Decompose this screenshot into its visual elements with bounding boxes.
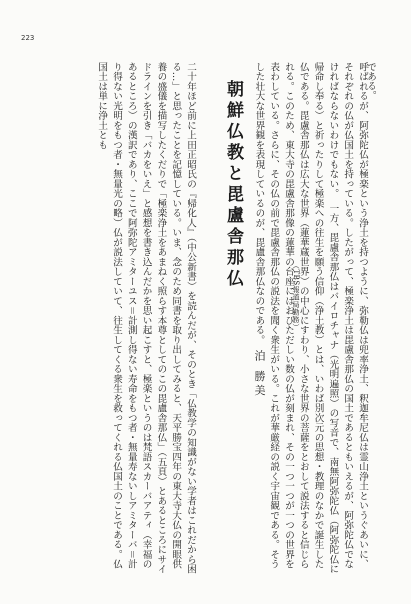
article-title: 朝鮮仏教と毘盧舎那仏: [223, 80, 243, 290]
paragraph-left: 二十年ほど前に上田正昭氏の『帰化人』（中公新書）を読んだが、そのとき「仏教学の知識がない学者はこれだから困る…」と思ったことを記憶している。いま、念のため同書を取り出してみると、天平勝宝四年の東大寺大仏の開眼供養の盛儀を描写したくだりで「極楽浄土をあまねく照らす本尊としてのこの毘盧舎那仏」（五頁）とあるところにサイドラインを引き「バカをいえ」と感想を書き込んだかを思い起こすと、極楽というのは梵語スカーバアティ（幸福のあるところ）の漢訳であり、ここで阿弥陀アミターユス＝計測し得ない寿命をもつ者・無量寿ないしアミターバ＝計り得ない光明をもつ者・無量光の略）仏が説法していて、往生してくる衆生を救ってくれる仏国土のことである。仏国土は単に浄土とも: [96, 62, 196, 574]
continued-text-tail: である。: [365, 62, 376, 101]
author-name: 泊 勝美: [253, 350, 266, 399]
paragraph-right: 呼ばれるが、阿弥陀仏が極楽という浄土を持つように、弥勒仏は兜率浄土、釈迦牟尼仏は霊山浄土というぐあいに、それぞれの仏が仏国土を持っている。したがって、極楽浄土は毘盧舎那仏の国土であるともいえるが、阿弥陀仏でなければならないわけでもない。 一方、毘盧舎那仏はバイロチャナ（光明遍照）の写音で、南無阿弥陀仏（阿弥陀仏に帰命し奉る）と祈ったりして極楽への往生を願う信仰（浄土教）とは、いわば別次元の思想・教理のなかで誕生した仏である。毘盧舎那仏は広大な世界（蓮華蔵世界）の中心にすわり、小さな世界の菩薩をとおして説法すると信じられる。このため、東大寺の毘盧舎那像の蓮華の台座にはおびただしい数の仏が刻まれ、その一つ一つが一つの世界を表わしている。さらに、その仏の前で毘盧舎那仏の説法を聞く衆生がいる。これが華厳経の説く宇宙観である。そうした壮大な世界観を表現しているのが、毘盧舎那仏なのである。: [253, 62, 368, 574]
page-number: 223: [21, 34, 35, 42]
author-affiliation: （TBS報道局勤務）: [292, 262, 300, 331]
body-text-left-column: [21, 62, 197, 577]
